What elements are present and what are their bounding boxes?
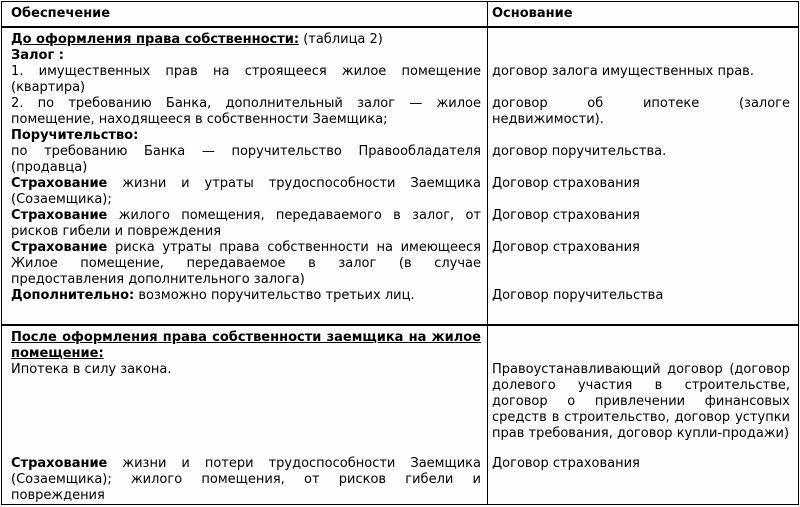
cell-basis xyxy=(488,362,798,442)
security-text: жизни и потери трудоспособности Заемщика (Созаемщика); жилого помещения, от рисков гибели и повреждения xyxy=(11,456,481,503)
cell-security xyxy=(2,304,488,324)
header-cell-basis xyxy=(488,2,798,26)
insurance-label: Страхование xyxy=(11,176,108,191)
cell-basis xyxy=(488,240,798,288)
cell-basis xyxy=(488,48,798,64)
insurance-label: Страхование xyxy=(11,240,108,255)
security-text: 1. имущественных прав на строящееся жилое помещение (квартира) xyxy=(11,64,481,95)
row-insurance-dwelling xyxy=(2,208,798,240)
surety-label: Поручительство: xyxy=(11,128,139,143)
cell-security xyxy=(2,176,488,208)
cell-security xyxy=(2,456,488,504)
security-text: по требованию Банка — поручительство Правообладателя (продавца) xyxy=(11,144,481,175)
row-surety-label xyxy=(2,128,798,144)
section2-title: После оформления права собственности заемщика на жилое помещение: xyxy=(11,330,481,361)
basis-text: договор залога имущественных прав. xyxy=(492,64,754,79)
cell-basis xyxy=(488,304,798,324)
cell-security xyxy=(2,208,488,240)
collateral-table xyxy=(1,1,799,505)
cell-basis xyxy=(488,208,798,240)
security-text: риска утраты права собственности на имеющееся Жилое помещение, передаваемое в залог (в случае предоставления дополнительного залога) xyxy=(11,240,481,287)
security-text: жизни и утраты трудоспособности Заемщика (Созаемщика); xyxy=(11,176,481,207)
cell-security xyxy=(2,362,488,442)
cell-security xyxy=(2,64,488,96)
basis-text: Правоустанавливающий договор (договор долевого участия в строительстве, договор о привлечении финансовых средств в строительство, договор уступки прав требования, договор купли-продажи) xyxy=(492,362,790,441)
row-insurance-title-risk xyxy=(2,240,798,288)
header-cell-security xyxy=(2,2,488,26)
basis-text: договор поручительства. xyxy=(492,144,667,159)
basis-text: Договор страхования xyxy=(492,208,640,223)
cell-basis xyxy=(488,442,798,456)
insurance-label: Страхование xyxy=(11,456,108,471)
cell-basis xyxy=(488,96,798,128)
cell-security xyxy=(2,288,488,304)
row-section2-title xyxy=(2,326,798,362)
cell-basis xyxy=(488,288,798,304)
cell-basis xyxy=(488,28,798,48)
header-security-label: Обеспечение xyxy=(11,6,111,21)
cell-security xyxy=(2,326,488,362)
cell-basis xyxy=(488,128,798,144)
cell-security xyxy=(2,48,488,64)
row-pledge-label xyxy=(2,48,798,64)
row-pledge-item-1 xyxy=(2,64,798,96)
cell-security xyxy=(2,96,488,128)
security-text: Ипотека в силу закона. xyxy=(11,362,172,377)
row-surety-item xyxy=(2,144,798,176)
basis-text: Договор страхования xyxy=(492,240,640,255)
row-insurance-life xyxy=(2,176,798,208)
row-spacer xyxy=(2,304,798,324)
section-before-ownership xyxy=(2,28,798,324)
row-section1-title xyxy=(2,28,798,48)
basis-text: Договор страхования xyxy=(492,456,640,471)
section1-title-note: (таблица 2) xyxy=(299,32,383,47)
row-mortgage-by-law xyxy=(2,362,798,442)
insurance-label: Страхование xyxy=(11,208,108,223)
row-pledge-item-2 xyxy=(2,96,798,128)
section-after-ownership xyxy=(2,324,798,504)
security-text: жилого помещения, передаваемого в залог, от рисков гибели и повреждения xyxy=(11,208,481,239)
basis-text: Договор поручительства xyxy=(492,288,664,303)
row-insurance-after xyxy=(2,456,798,504)
cell-basis xyxy=(488,144,798,176)
cell-security xyxy=(2,442,488,456)
section1-title: До оформления права собственности: xyxy=(11,32,300,47)
basis-text: договор об ипотеке (залоге недвижимости). xyxy=(492,96,790,127)
table-header-row xyxy=(2,2,798,28)
cell-security xyxy=(2,144,488,176)
cell-basis xyxy=(488,64,798,96)
basis-text: Договор страхования xyxy=(492,176,640,191)
pledge-label: Залог : xyxy=(11,48,64,63)
cell-basis xyxy=(488,326,798,362)
cell-security xyxy=(2,240,488,288)
security-text: возможно поручительство третьих лиц. xyxy=(134,288,415,303)
cell-security xyxy=(2,128,488,144)
security-text: 2. по требованию Банка, дополнительный залог — жилое помещение, находящееся в собственности Заемщика; xyxy=(11,96,481,127)
cell-basis xyxy=(488,176,798,208)
cell-basis xyxy=(488,456,798,504)
header-basis-label: Основание xyxy=(492,6,573,21)
cell-security xyxy=(2,28,488,48)
row-spacer xyxy=(2,442,798,456)
row-additional xyxy=(2,288,798,304)
additional-label: Дополнительно: xyxy=(11,288,135,303)
